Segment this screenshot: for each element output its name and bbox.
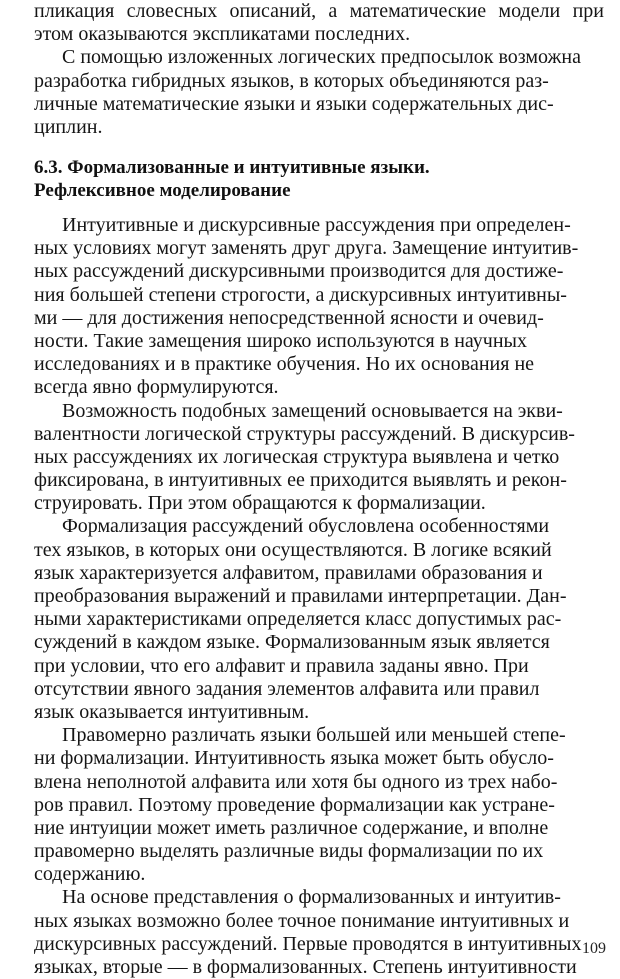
text-line: содержанию. bbox=[34, 863, 146, 886]
text-line: этом оказываются экспликатами последних. bbox=[34, 23, 411, 46]
text-line: отсутствии явного задания элементов алфавита или правил bbox=[34, 677, 540, 700]
text-line: фиксирована, в интуитивных ее приходится выявлять и рекон- bbox=[34, 469, 567, 492]
text-line: Правомерно различать языки большей или меньшей степе- bbox=[62, 724, 566, 747]
text-line: язык оказывается интуитивным. bbox=[34, 700, 310, 723]
text-line: ных рассуждений дискурсивными производится для достиже- bbox=[34, 260, 564, 283]
text-line: На основе представления о формализованных и интуитив- bbox=[62, 886, 561, 909]
text-line: правомерно выделять различные виды формализации по их bbox=[34, 840, 544, 863]
text-line: исследованиях и в практике обучения. Но их основания не bbox=[34, 353, 535, 376]
text-line: Формализация рассуждений обусловлена особенностями bbox=[62, 515, 550, 538]
heading-line: Рефлексивное моделирование bbox=[34, 180, 291, 201]
text-line: преобразования выражений и правилами интерпретации. Дан- bbox=[34, 585, 567, 607]
section-heading bbox=[34, 156, 594, 202]
text-line: всегда явно формулируются. bbox=[34, 376, 279, 399]
text-line: ных условиях могут заменять друг друга. Замещение интуитив- bbox=[34, 237, 579, 260]
text-line: ни формализации. Интуитивность языка может быть обусло- bbox=[34, 747, 554, 770]
text-line: циплин. bbox=[34, 115, 103, 138]
text-line: ных рассуждениях их логическая структура выявлена и четко bbox=[34, 445, 560, 468]
top-text bbox=[34, 0, 620, 139]
text-line: ния большей степени строгости, а дискурсивных интуитивны- bbox=[34, 283, 567, 306]
text-line: личные математические языки и языки содержательных дис- bbox=[34, 92, 554, 115]
body-text bbox=[34, 214, 620, 979]
heading-line: 6.3. Формализованные и интуитивные языки. bbox=[34, 157, 430, 178]
text-line: ров правил. Поэтому проведение формализации как устране- bbox=[34, 793, 555, 816]
text-line: пликация словесных описаний, а математические модели при bbox=[34, 0, 604, 22]
text-line: влена неполнотой алфавита или хотя бы одного из трех набо- bbox=[34, 770, 558, 793]
text-line: ми — для достижения непосредственной ясности и очевид- bbox=[34, 306, 544, 329]
text-line: ние интуиции может иметь различное содержание, и вполне bbox=[34, 816, 549, 839]
text-line: валентности логической структуры рассуждений. В дискурсив- bbox=[34, 422, 575, 445]
text-line: ных языках возможно более точное понимание интуитивных и bbox=[34, 909, 570, 932]
page-number: 109 bbox=[582, 940, 606, 957]
text-line: тех языков, в которых они осуществляются. В логике всякий bbox=[34, 538, 552, 561]
text-line: Интуитивные и дискурсивные рассуждения при определен- bbox=[62, 214, 571, 236]
text-line: дискурсивных рассуждений. Первые проводятся в интуитивных bbox=[34, 932, 582, 955]
text-line: при условии, что его алфавит и правила заданы явно. При bbox=[34, 654, 529, 677]
text-line: струировать. При этом обращаются к формализации. bbox=[34, 492, 486, 515]
text-line: язык характеризуется алфавитом, правилами образования и bbox=[34, 561, 543, 584]
text-line: суждений в каждом языке. Формализованным язык является bbox=[34, 631, 550, 654]
text-line: ности. Такие замещения широко используются в научных bbox=[34, 329, 527, 352]
text-line: Возможность подобных замещений основывается на экви- bbox=[62, 399, 563, 422]
text-line: языках, вторые — в формализованных. Степень интуитивности bbox=[34, 956, 577, 978]
text-line: разработка гибридных языков, в которых объединяются раз- bbox=[34, 69, 549, 92]
text-line: С помощью изложенных логических предпосылок возможна bbox=[62, 46, 581, 69]
text-line: ными характеристиками определяется класс допустимых рас- bbox=[34, 608, 562, 631]
